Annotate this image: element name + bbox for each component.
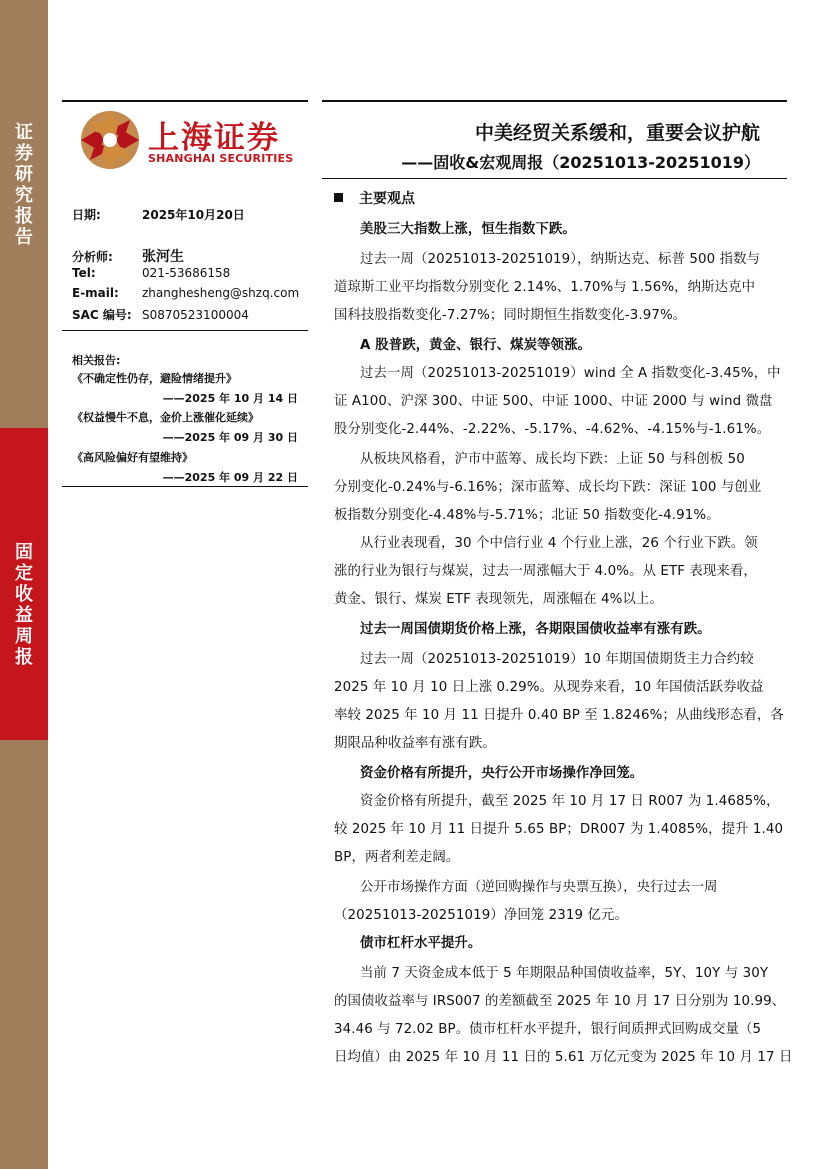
paragraph-line: 期限品种收益率有涨有跌。 bbox=[334, 736, 496, 751]
meta-date-label: 日期: bbox=[72, 208, 101, 222]
related-report-title: 《权益慢牛不息，金价上涨催化延续》 bbox=[72, 411, 259, 424]
meta-rule-top bbox=[62, 330, 308, 331]
logo-emblem-icon bbox=[80, 110, 140, 170]
report-subtitle: ——固收&宏观周报（20251013-20251019） bbox=[401, 153, 760, 172]
meta-date bbox=[72, 206, 245, 223]
meta-sac-value: S0870523100004 bbox=[142, 308, 249, 322]
paragraph-line: 过去一周（20251013-20251019）wind 全 A 指数变化-3.45%，中 bbox=[360, 366, 781, 381]
paragraph-line: （20251013-20251019）净回笼 2319 亿元。 bbox=[334, 908, 628, 923]
related-report-date: ——2025 年 09 月 30 日 bbox=[162, 431, 298, 444]
meta-analyst-value: 张河生 bbox=[142, 249, 184, 265]
paragraph-line: 道琼斯工业平均指数分别变化 2.14%、1.70%与 1.56%，纳斯达克中 bbox=[334, 280, 756, 295]
meta-email-value: zhanghesheng@shzq.com bbox=[142, 286, 300, 300]
paragraph-line: 涨的行业为银行与煤炭，过去一周涨幅大于 4.0%。从 ETF 表现来看， bbox=[334, 564, 757, 579]
header-rule-right bbox=[322, 100, 787, 102]
paragraph-line: 过去一周（20251013-20251019），纳斯达克、标普 500 指数与 bbox=[360, 252, 761, 267]
sidebar-label-report-type: 证 券 研 究 报 告 bbox=[15, 122, 33, 248]
related-report-title: 《高风险偏好有望维持》 bbox=[72, 451, 193, 464]
logo-name-en: SHANGHAI SECURITIES bbox=[148, 152, 294, 165]
paragraph-heading: 资金价格有所提升，央行公开市场操作净回笼。 bbox=[360, 766, 644, 781]
meta-analyst-label: 分析师: bbox=[72, 250, 113, 264]
meta-email-label: E-mail: bbox=[72, 286, 119, 300]
meta-tel bbox=[72, 266, 230, 280]
meta-sac bbox=[72, 306, 249, 323]
meta-sac-label: SAC 编号: bbox=[72, 308, 132, 322]
company-logo bbox=[80, 110, 310, 170]
related-report-date: ——2025 年 10 月 14 日 bbox=[162, 392, 298, 405]
paragraph-line: 日均值）由 2025 年 10 月 11 日的 5.61 万亿元变为 2025 年 10 月 17 日 bbox=[334, 1050, 793, 1065]
paragraph-heading: A 股普跌，黄金、银行、煤炭等领涨。 bbox=[360, 338, 592, 353]
meta-date-value: 2025年10月20日 bbox=[142, 208, 245, 222]
report-title: 中美经贸关系缓和，重要会议护航 bbox=[474, 122, 760, 144]
section-title bbox=[334, 188, 415, 208]
paragraph-line: 黄金、银行、煤炭 ETF 表现领先，周涨幅在 4%以上。 bbox=[334, 592, 663, 607]
paragraph-line: 从行业表现看，30 个中信行业 4 个行业上涨，26 个行业下跌。领 bbox=[360, 536, 758, 551]
related-report-title: 《不确定性仍存，避险情绪提升》 bbox=[72, 372, 237, 385]
meta-tel-value: 021-53686158 bbox=[142, 266, 231, 280]
paragraph-line: 资金价格有所提升，截至 2025 年 10 月 17 日 R007 为 1.4685%， bbox=[360, 794, 780, 809]
paragraph-line: 股分别变化-2.44%、-2.22%、-5.17%、-4.62%、-4.15%与-1.61%。 bbox=[334, 422, 771, 437]
paragraph-heading: 过去一周国债期货价格上涨，各期限国债收益率有涨有跌。 bbox=[360, 622, 711, 637]
paragraph-heading: 债市杠杆水平提升。 bbox=[360, 936, 482, 951]
paragraph-line: 当前 7 天资金成本低于 5 年期限品种国债收益率，5Y、10Y 与 30Y bbox=[360, 966, 769, 981]
paragraph-line: 较 2025 年 10 月 11 日提升 5.65 BP；DR007 为 1.4085%，提升 1.40 bbox=[334, 822, 784, 837]
bullet-square-icon bbox=[334, 193, 343, 202]
paragraph-line: 率较 2025 年 10 月 11 日提升 0.40 BP 至 1.8246%；从曲线形态看，各 bbox=[334, 708, 784, 723]
section-title-text: 主要观点 bbox=[359, 191, 415, 207]
meta-email bbox=[72, 286, 299, 300]
meta-rule-bottom bbox=[62, 486, 308, 487]
sidebar-label-report-category: 固 定 收 益 周 报 bbox=[15, 542, 33, 668]
paragraph-line: 分别变化-0.24%与-6.16%；深市蓝筹、成长均下跌：深证 100 与创业 bbox=[334, 480, 762, 495]
meta-analyst bbox=[72, 246, 184, 266]
paragraph-line: 34.46 与 72.02 BP。债市杠杆水平提升，银行间质押式回购成交量（5 bbox=[334, 1022, 762, 1037]
related-reports-heading: 相关报告: bbox=[72, 354, 121, 367]
related-report-date: ——2025 年 09 月 22 日 bbox=[162, 471, 298, 484]
paragraph-line: BP，两者利差走阔。 bbox=[334, 850, 460, 865]
paragraph-line: 过去一周（20251013-20251019）10 年期国债期货主力合约较 bbox=[360, 652, 754, 667]
logo-name-cn: 上海证券 bbox=[148, 120, 280, 156]
paragraph-line: 国科技股指数变化-7.27%；同时期恒生指数变化-3.97%。 bbox=[334, 308, 687, 323]
paragraph-line: 从板块风格看，沪市中蓝筹、成长均下跌：上证 50 与科创板 50 bbox=[360, 452, 745, 467]
paragraph-heading: 美股三大指数上涨，恒生指数下跌。 bbox=[360, 222, 576, 237]
title-rule bbox=[322, 178, 787, 179]
meta-tel-label: Tel: bbox=[72, 266, 96, 280]
paragraph-line: 板指数分别变化-4.48%与-5.71%；北证 50 指数变化-4.91%。 bbox=[334, 508, 720, 523]
paragraph-line: 的国债收益率与 IRS007 的差额截至 2025 年 10 月 17 日分别为 10.99、 bbox=[334, 994, 786, 1009]
paragraph-line: 证 A100、沪深 300、中证 500、中证 1000、中证 2000 与 wind 微盘 bbox=[334, 394, 773, 409]
paragraph-line: 公开市场操作方面（逆回购操作与央票互换），央行过去一周 bbox=[360, 880, 718, 895]
paragraph-line: 2025 年 10 月 10 日上涨 0.29%。从现券来看，10 年国债活跃券收益 bbox=[334, 680, 764, 695]
header-rule-left bbox=[62, 100, 308, 102]
